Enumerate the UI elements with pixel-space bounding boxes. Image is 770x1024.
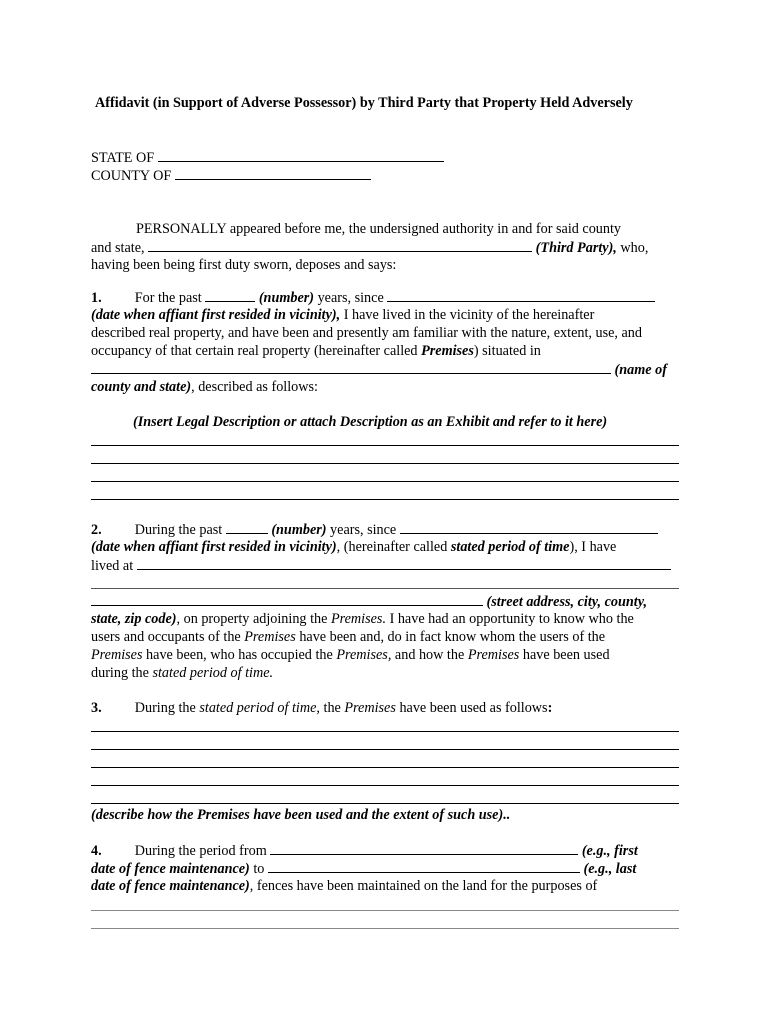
- p2-years-blank[interactable]: [226, 520, 268, 534]
- p4-to: to: [249, 861, 268, 877]
- p4-fences: , fences have been maintained on the land for the purposes of: [249, 878, 598, 894]
- p1-l4-pre: occupancy of that certain real property (hereinafter called: [91, 343, 422, 359]
- intro-line-1: PERSONALLY appeared before me, the undersigned authority in and for said county: [136, 221, 622, 237]
- p1-line2-rest: I have lived in the vicinity of the hereinafter: [340, 307, 595, 323]
- legal-desc-line-1[interactable]: [91, 445, 679, 446]
- p1-line-4: [91, 342, 541, 360]
- third-party-label: (Third Party),: [535, 240, 617, 256]
- p4-line-2: [91, 859, 636, 878]
- p3-use-line-4[interactable]: [91, 785, 679, 786]
- p1-legal-description: (Insert Legal Description or attach Description as an Exhibit and refer to it here): [133, 414, 608, 430]
- p1-described: , described as follows:: [191, 379, 318, 395]
- p4-to-blank[interactable]: [268, 859, 580, 873]
- p1-premises: Premises: [421, 343, 474, 359]
- p2-stated-period: stated period of time: [450, 539, 570, 555]
- p3-during: During the: [134, 700, 200, 716]
- p3-describe: (describe how the Premises have been used and the extent of such use)..: [91, 807, 511, 823]
- p3-use-line-3[interactable]: [91, 767, 679, 768]
- p2-line-6: [91, 628, 605, 646]
- p2-premises-5: Premises: [467, 647, 520, 663]
- p2-adjoining-post: I have had an opportunity to know who the: [386, 611, 634, 627]
- county-label: COUNTY OF: [91, 168, 172, 184]
- p3-used-as: have been used as follows: [395, 700, 548, 716]
- p2-l7-post: have been used: [519, 647, 610, 663]
- p1-number: 1.: [91, 290, 102, 306]
- p4-from-blank[interactable]: [270, 841, 578, 855]
- p2-years-since: years, since: [326, 522, 397, 538]
- p2-premises-2: Premises: [244, 629, 296, 645]
- p4-purpose-line-2[interactable]: [91, 928, 679, 929]
- p1-date-resided: (date when affiant first resided in vicinity),: [91, 307, 341, 323]
- p1-years-blank[interactable]: [205, 288, 255, 302]
- p4-during-from: During the period from: [134, 843, 267, 859]
- state-label: STATE OF: [91, 150, 155, 166]
- p2-l8-pre: during the: [91, 665, 153, 681]
- intro-line-2: [91, 238, 648, 257]
- p2-number: 2.: [91, 522, 102, 538]
- p1-for-past: For the past: [134, 290, 202, 306]
- p2-address-line-2[interactable]: [91, 588, 679, 589]
- p4-eg-last: (e.g., last: [583, 861, 637, 877]
- p3-line-1: [91, 699, 552, 717]
- p2-line-7: [91, 646, 610, 664]
- document-title: Affidavit (in Support of Adverse Possessor) by Third Party that Property Held Adversely: [95, 95, 633, 111]
- p4-line-3: [91, 877, 597, 895]
- p1-l4-post: ) situated in: [473, 343, 541, 359]
- p2-l6-pre: users and occupants of the: [91, 629, 245, 645]
- p2-street-address: (street address, city, county,: [486, 594, 648, 610]
- p3-number: 3.: [91, 700, 102, 716]
- p2-line-5: [91, 610, 634, 628]
- p3-stated-period: stated period of time,: [199, 700, 320, 716]
- p2-line-8: [91, 664, 273, 682]
- p2-i-have: ), I have: [569, 539, 617, 555]
- p2-date-blank[interactable]: [400, 520, 658, 534]
- p2-address-blank-1[interactable]: [137, 556, 671, 570]
- p3-use-line-2[interactable]: [91, 749, 679, 750]
- p2-line-4: [91, 592, 647, 611]
- p2-line-1: [91, 520, 658, 539]
- third-party-blank[interactable]: [148, 238, 532, 252]
- p2-date-resided: (date when affiant first resided in vicinity): [91, 539, 337, 555]
- p1-line-5: [91, 360, 667, 379]
- p2-number-label: (number): [271, 522, 327, 538]
- p4-number: 4.: [91, 843, 102, 859]
- p2-premises-3: Premises: [91, 647, 143, 663]
- p2-adjoining-pre: , on property adjoining the: [176, 611, 331, 627]
- p3-use-line-1[interactable]: [91, 731, 679, 732]
- legal-desc-line-2[interactable]: [91, 463, 679, 464]
- county-blank[interactable]: [175, 166, 371, 180]
- legal-desc-line-3[interactable]: [91, 481, 679, 482]
- p2-premises-4: Premises,: [336, 647, 392, 663]
- intro-who: who,: [616, 240, 649, 256]
- p2-address-blank-3[interactable]: [91, 592, 483, 606]
- state-blank[interactable]: [158, 148, 444, 162]
- p1-line-1: [91, 288, 655, 307]
- p2-l7-mid2: and how the: [391, 647, 468, 663]
- p2-l6-post: have been and, do in fact know whom the users of the: [295, 629, 606, 645]
- p1-date-blank[interactable]: [387, 288, 655, 302]
- p3-colon: :: [547, 700, 553, 716]
- p2-stated-period-2: stated period of time.: [152, 665, 274, 681]
- p4-purpose-line-1[interactable]: [91, 910, 679, 911]
- p1-line-2: [91, 306, 594, 324]
- p2-lived-at: lived at: [91, 558, 134, 574]
- p4-line-1: [91, 841, 638, 860]
- intro-line-3: having been being first duty sworn, deposes and says:: [91, 257, 397, 273]
- intro-and-state: and state,: [91, 240, 145, 256]
- p4-eg-first: (e.g., first: [581, 843, 638, 859]
- p2-premises: Premises.: [330, 611, 387, 627]
- p1-line-6: [91, 378, 318, 396]
- p3-use-line-5[interactable]: [91, 803, 679, 804]
- p1-number-label: (number): [258, 290, 315, 306]
- p3-premises: Premises: [344, 700, 396, 716]
- p1-name-of: (name of: [614, 362, 667, 378]
- p4-date-fence: date of fence maintenance): [91, 861, 250, 877]
- county-line: [91, 166, 371, 185]
- p1-line-3: described real property, and have been and presently am familiar with the nature, extent, use, and: [91, 325, 642, 341]
- p1-county-state: county and state): [91, 379, 192, 395]
- p1-years-since: years, since: [314, 290, 384, 306]
- p2-hereinafter: , (hereinafter called: [336, 539, 451, 555]
- p2-state-zip: state, zip code): [91, 611, 177, 627]
- p4-date-fence-2: date of fence maintenance): [91, 878, 250, 894]
- p2-line-3: [91, 556, 671, 575]
- legal-desc-line-4[interactable]: [91, 499, 679, 500]
- p2-line-2: [91, 538, 616, 556]
- p3-the: the: [319, 700, 345, 716]
- p2-during-past: During the past: [134, 522, 223, 538]
- p2-l7-mid: have been, who has occupied the: [142, 647, 337, 663]
- state-line: [91, 148, 444, 167]
- p1-county-blank[interactable]: [91, 360, 611, 374]
